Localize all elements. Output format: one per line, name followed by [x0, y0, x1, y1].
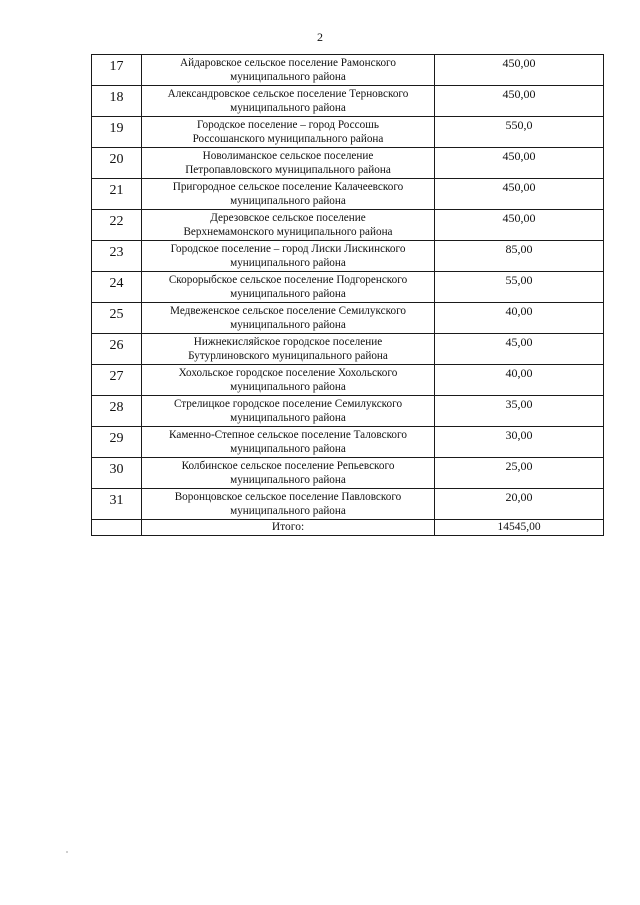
amount-value: 450,00 — [435, 148, 604, 179]
amount-value: 450,00 — [435, 55, 604, 86]
table-row — [92, 179, 604, 210]
settlement-name-line: Колбинское сельское поселение Репьевского — [181, 460, 395, 472]
scan-artifact — [66, 851, 68, 853]
amount-value: 25,00 — [435, 458, 604, 489]
table-row — [92, 334, 604, 365]
amount-value: 450,00 — [435, 210, 604, 241]
row-number: 20 — [92, 148, 142, 179]
settlement-name-line: Стрелицкое городское поселение Семилукского — [173, 398, 403, 410]
settlement-name-line: муниципального района — [230, 474, 346, 486]
settlement-name — [142, 272, 435, 303]
table-row — [92, 396, 604, 427]
settlement-name-line: муниципального района — [230, 257, 346, 269]
row-number: 28 — [92, 396, 142, 427]
settlement-name-line: Скорорыбское сельское поселение Подгоренского — [168, 274, 408, 286]
settlement-name — [142, 86, 435, 117]
settlement-name-line: Айдаровское сельское поселение Рамонского — [180, 57, 396, 69]
settlement-name — [142, 396, 435, 427]
settlement-name — [142, 427, 435, 458]
settlement-name-line: Хохольское городское поселение Хохольского — [178, 367, 398, 379]
settlement-name-line: Россошанского муниципального района — [192, 133, 384, 145]
settlement-name-line: Пригородное сельское поселение Калачеевского — [172, 181, 404, 193]
total-amount: 14545,00 — [435, 520, 604, 536]
table-row — [92, 117, 604, 148]
settlement-name-line: Новолиманское сельское поселение — [202, 150, 374, 162]
row-number: 24 — [92, 272, 142, 303]
settlement-name — [142, 365, 435, 396]
settlement-name-line: Городское поселение – город Россошь — [197, 119, 379, 131]
row-number: 17 — [92, 55, 142, 86]
amount-value: 450,00 — [435, 86, 604, 117]
total-row — [92, 520, 604, 536]
row-number: 26 — [92, 334, 142, 365]
settlement-name — [142, 458, 435, 489]
settlement-name-line: муниципального района — [230, 102, 346, 114]
settlement-name — [142, 303, 435, 334]
settlement-name-line: муниципального района — [230, 381, 346, 393]
row-number: 22 — [92, 210, 142, 241]
amount-value: 55,00 — [435, 272, 604, 303]
settlement-name-line: Воронцовское сельское поселение Павловского — [174, 491, 402, 503]
total-num-cell — [92, 520, 142, 536]
amount-value: 20,00 — [435, 489, 604, 520]
table-row — [92, 272, 604, 303]
settlement-name-line: Дерезовское сельское поселение — [210, 212, 366, 224]
settlement-name-line: Медвеженское сельское поселение Семилукского — [170, 305, 406, 317]
settlement-name-line: Каменно-Степное сельское поселение Таловского — [169, 429, 407, 441]
settlement-name-line: Петропавловского муниципального района — [185, 164, 391, 176]
settlement-name — [142, 117, 435, 148]
settlement-name — [142, 334, 435, 365]
row-number: 25 — [92, 303, 142, 334]
table-row — [92, 303, 604, 334]
table-row — [92, 458, 604, 489]
row-number: 29 — [92, 427, 142, 458]
settlement-name-line: муниципального района — [230, 71, 346, 83]
settlement-name-line: Нижнекисляйское городское поселение — [193, 336, 383, 348]
row-number: 27 — [92, 365, 142, 396]
table-row — [92, 241, 604, 272]
settlement-name-line: муниципального района — [230, 412, 346, 424]
settlement-name — [142, 179, 435, 210]
settlement-name-line: Верхнемамонского муниципального района — [183, 226, 393, 238]
settlement-name — [142, 55, 435, 86]
settlement-name — [142, 210, 435, 241]
amount-value: 450,00 — [435, 179, 604, 210]
table-row — [92, 427, 604, 458]
settlement-name-line: муниципального района — [230, 288, 346, 300]
row-number: 23 — [92, 241, 142, 272]
allocation-table — [91, 54, 604, 536]
table-row — [92, 86, 604, 117]
row-number: 31 — [92, 489, 142, 520]
table-row — [92, 489, 604, 520]
settlement-name-line: Александровское сельское поселение Терновского — [167, 88, 409, 100]
settlement-name-line: Городское поселение – город Лиски Лискинского — [170, 243, 406, 255]
settlement-name-line: муниципального района — [230, 505, 346, 517]
table-row — [92, 148, 604, 179]
settlement-name — [142, 489, 435, 520]
row-number: 19 — [92, 117, 142, 148]
table-row — [92, 365, 604, 396]
settlement-name — [142, 241, 435, 272]
settlement-name-line: муниципального района — [230, 195, 346, 207]
table-row — [92, 210, 604, 241]
settlement-name-line: Бутурлиновского муниципального района — [188, 350, 388, 362]
amount-value: 40,00 — [435, 303, 604, 334]
row-number: 18 — [92, 86, 142, 117]
settlement-name-line: муниципального района — [230, 319, 346, 331]
amount-value: 45,00 — [435, 334, 604, 365]
page-number: 2 — [317, 30, 323, 44]
table-row — [92, 55, 604, 86]
amount-value: 85,00 — [435, 241, 604, 272]
amount-value: 550,0 — [435, 117, 604, 148]
row-number: 21 — [92, 179, 142, 210]
amount-value: 35,00 — [435, 396, 604, 427]
table-body — [92, 55, 604, 536]
row-number: 30 — [92, 458, 142, 489]
total-label: Итого: — [142, 520, 435, 536]
settlement-name-line: муниципального района — [230, 443, 346, 455]
amount-value: 30,00 — [435, 427, 604, 458]
settlement-name — [142, 148, 435, 179]
amount-value: 40,00 — [435, 365, 604, 396]
